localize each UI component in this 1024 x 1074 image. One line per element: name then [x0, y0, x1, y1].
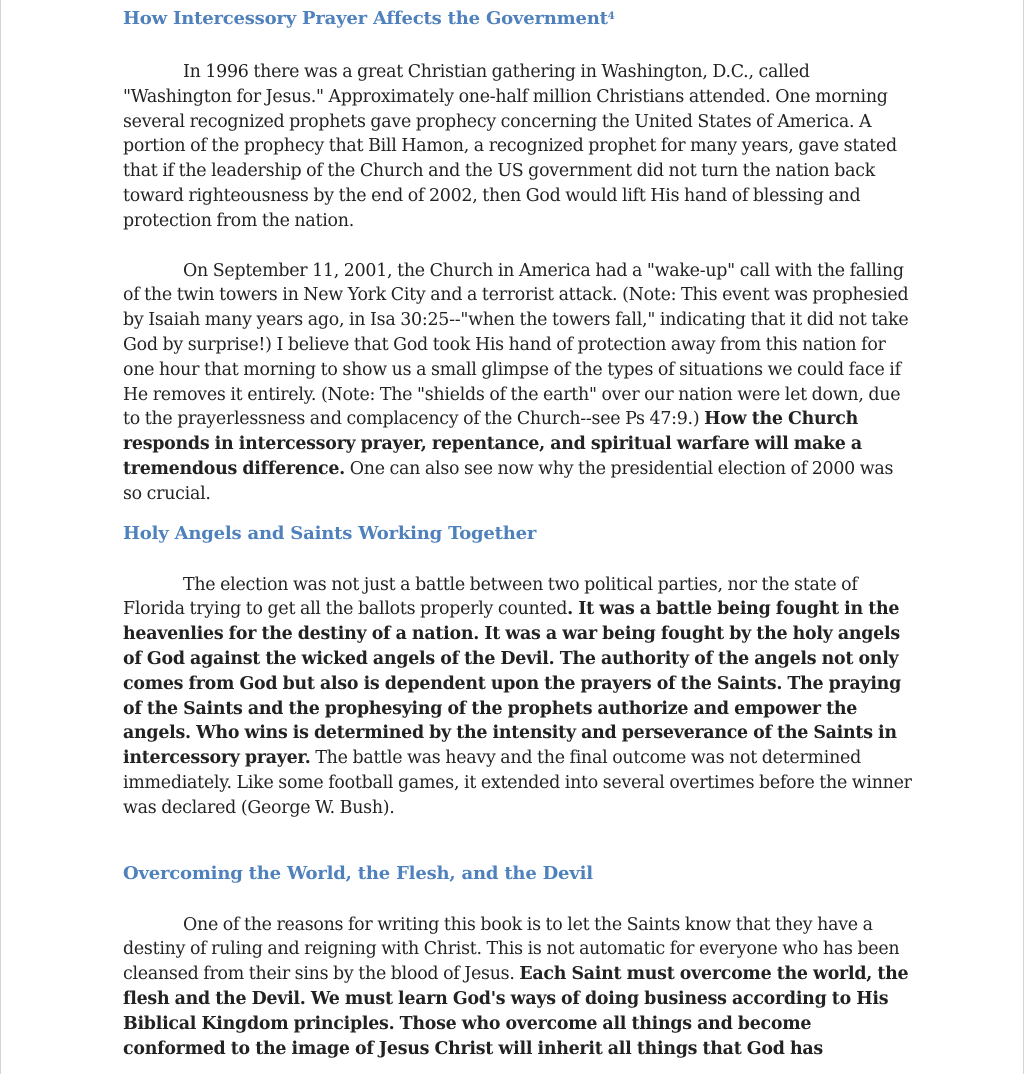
section-heading: Holy Angels and Saints Working Together: [123, 522, 537, 544]
section-heading: How Intercessory Prayer Affects the Government$^4$: [123, 8, 615, 29]
paragraph: The election was not just a battle between two political parties, nor the state of Florida trying to get all the ballots properly counted. It was a battle being fought in the heavenlies for the destiny of a nation. It was a war being fought by the holy angels of God against the wicked angels of the Devil. The authority of the angels not only comes from God but also is dependent upon the prayers of the Saints. The praying of the Saints and the prophesying of the prophets authorize and empower the angels. Who wins is determined by the intensity and perseverance of the Saints in intercessory prayer. The battle was heavy and the final outcome was not determined immediately. Like some football games, it extended into several overtimes before the winner was declared (George W. Bush).: [123, 574, 912, 818]
paragraph: On September 11, 2001, the Church in America had a "wake-up" call with the falling of the twin towers in New York City and a terrorist attack. (Note: This event was prophesied by Isaiah many years ago, in Isa 30:25--"when the towers fall," indicating that it did not take God by surprise!) I believe that God took His hand of protection away from this nation for one hour that morning to show us a small glimpse of the types of situations we could face if He removes it entirely. (Note: The "shields of the earth" over our nation were let down, due to the prayerlessness and complacency of the Church--see Ps 47:9.) How the Church responds in intercessory prayer, repentance, and spiritual warfare will make a tremendous difference. One can also see now why the presidential election of 2000 was so crucial.: [123, 260, 909, 504]
section-intercessory-prayer: [123, 6, 913, 507]
section-overcoming: [123, 861, 913, 1062]
document-body: [123, 6, 913, 1061]
footnote-marker[interactable]: 4: [607, 11, 615, 22]
paragraph: In 1996 there was a great Christian gathering in Washington, D.C., called "Washington for Jesus." Approximately one-half million Christians attended. One morning several recognized prophets gave prophecy concerning the United States of America. A portion of the prophecy that Bill Hamon, a recognized prophet for many years, gave stated that if the leadership of the Church and the US government did not turn the nation back toward righteousness by the end of 2002, then God would lift His hand of blessing and protection from the nation.: [123, 62, 897, 231]
section-heading: Overcoming the World, the Flesh, and the Devil: [123, 862, 593, 884]
section-holy-angels: [123, 521, 913, 821]
paragraph: One of the reasons for writing this book is to let the Saints know that they have a destiny of ruling and reigning with Christ. This is not automatic for everyone who has been cleansed from their sins by the blood of Jesus. Each Saint must overcome the world, the flesh and the Devil. We must learn God's ways of doing business according to His Biblical Kingdom principles. Those who overcome all things and become conformed to the image of Jesus Christ will inherit all things that God has: [123, 914, 909, 1059]
